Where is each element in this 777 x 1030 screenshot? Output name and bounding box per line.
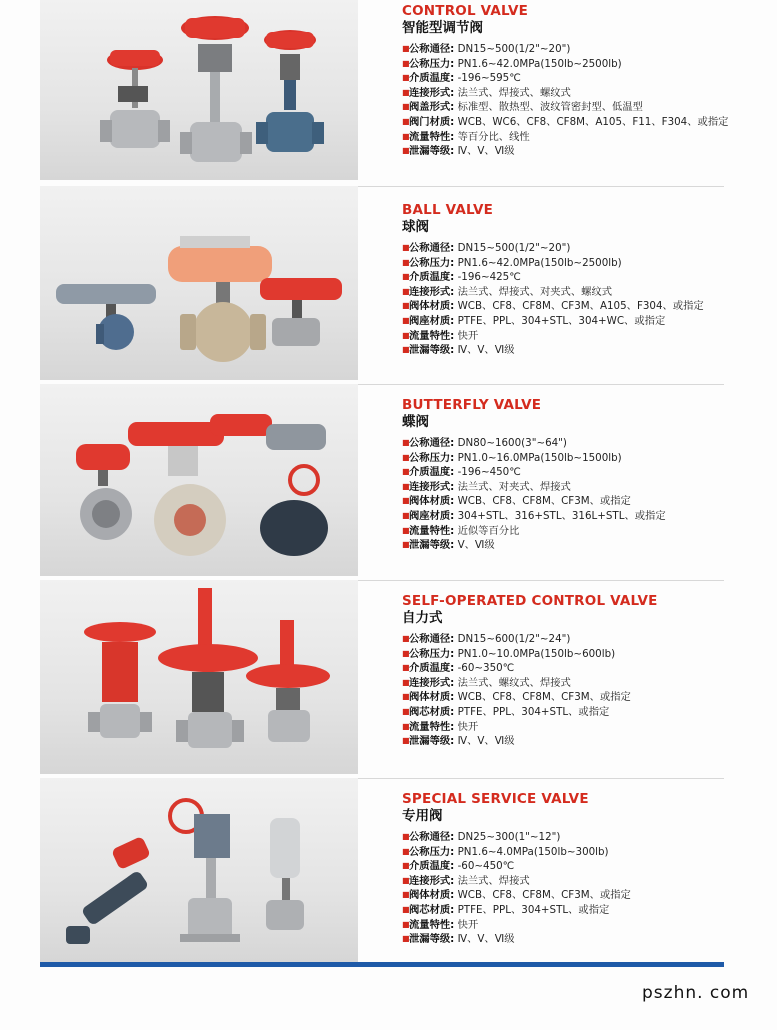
- spec-item: ■公称通径: DN15~600(1/2"~24"): [402, 633, 571, 645]
- spec-item: ■公称压力: PN1.0~10.0MPa(150lb~600lb): [402, 647, 616, 660]
- butterfly-valve-text: [402, 397, 724, 553]
- section-title-cn: 蝶阀: [402, 414, 429, 430]
- spec-item: ■连接形式: 法兰式、焊接式、螺纹式: [402, 86, 571, 99]
- ball-valve-photo: [40, 186, 358, 380]
- spec-item: ■公称通径: DN80~1600(3"~64"): [402, 437, 567, 449]
- section-control-valve: [40, 0, 729, 180]
- spec-item: ■公称压力: PN1.6~4.0MPa(150lb~300lb): [402, 845, 609, 858]
- divider: [358, 778, 724, 779]
- spec-item: ■连接形式: 法兰式、对夹式、焊接式: [402, 480, 571, 493]
- divider: [358, 580, 724, 581]
- spec-item: ■流量特性: 等百分比、线性: [402, 130, 530, 143]
- spec-item: ■介质温度: -196~595℃: [402, 72, 521, 85]
- section-ball-valve: [40, 186, 724, 380]
- spec-list: [402, 436, 724, 553]
- spec-item: ■介质温度: -60~350℃: [402, 662, 515, 675]
- spec-item: ■阀座材质: 304+STL、316+STL、316L+STL、或指定: [402, 509, 666, 522]
- spec-item: ■阀座材质: PTFE、PPL、304+STL、304+WC、或指定: [402, 314, 666, 327]
- spec-list: [402, 632, 724, 749]
- spec-item: ■流量特性: 近似等百分比: [402, 524, 520, 537]
- spec-item: ■泄漏等级: Ⅴ、Ⅵ级: [402, 539, 495, 552]
- section-title-en: BALL VALVE: [402, 202, 494, 218]
- divider: [358, 384, 724, 385]
- spec-list: [402, 830, 724, 947]
- section-title-en: BUTTERFLY VALVE: [402, 397, 542, 413]
- section-butterfly-valve: [40, 384, 724, 576]
- spec-item: ■泄漏等级: Ⅳ、Ⅴ、Ⅵ级: [402, 735, 515, 748]
- spec-item: ■泄漏等级: Ⅳ、Ⅴ、Ⅵ级: [402, 933, 515, 946]
- special-service-valve-photo: [40, 778, 358, 962]
- site-watermark: pszhn. com: [642, 983, 750, 1003]
- spec-item: ■阀芯材质: PTFE、PPL、304+STL、或指定: [402, 903, 610, 916]
- spec-item: ■公称压力: PN1.6~42.0MPa(150lb~2500lb): [402, 256, 622, 269]
- spec-list: [402, 42, 729, 159]
- spec-item: ■流量特性: 快开: [402, 720, 479, 733]
- spec-item: ■连接形式: 法兰式、焊接式: [402, 874, 530, 887]
- section-title-cn: 自力式: [402, 610, 443, 626]
- spec-item: ■泄漏等级: Ⅳ、Ⅴ、Ⅵ级: [402, 145, 515, 158]
- section-title-cn: 专用阀: [402, 808, 443, 824]
- spec-item: ■阀体材质: WCB、CF8、CF8M、CF3M、A105、F304、或指定: [402, 300, 704, 313]
- footer-bar: [40, 962, 724, 967]
- butterfly-valve-photo: [40, 384, 358, 576]
- spec-item: ■流量特性: 快开: [402, 918, 479, 931]
- section-self-operated-valve: [40, 580, 724, 774]
- divider: [358, 186, 724, 187]
- section-title-en: SPECIAL SERVICE VALVE: [402, 791, 589, 807]
- special-service-valve-text: [402, 791, 724, 947]
- self-operated-valve-text: [402, 593, 724, 749]
- section-title-en: CONTROL VALVE: [402, 3, 529, 19]
- spec-item: ■阀门材质: WCB、WC6、CF8、CF8M、A105、F11、F304、或指定: [402, 115, 729, 128]
- spec-item: ■公称压力: PN1.0~16.0MPa(150lb~1500lb): [402, 451, 622, 464]
- spec-item: ■阀体材质: WCB、CF8、CF8M、CF3M、或指定: [402, 691, 631, 704]
- spec-item: ■连接形式: 法兰式、焊接式、对夹式、螺纹式: [402, 285, 613, 298]
- section-special-service-valve: [40, 778, 724, 962]
- section-title-cn: 智能型调节阀: [402, 20, 483, 36]
- spec-item: ■阀体材质: WCB、CF8、CF8M、CF3M、或指定: [402, 495, 631, 508]
- control-valve-text: [402, 3, 729, 159]
- spec-item: ■公称通径: DN15~500(1/2"~20"): [402, 242, 571, 254]
- spec-item: ■介质温度: -196~425℃: [402, 271, 521, 284]
- spec-item: ■公称通径: DN25~300(1"~12"): [402, 831, 561, 843]
- spec-item: ■阀盖形式: 标准型、散热型、波纹管密封型、低温型: [402, 101, 643, 114]
- spec-item: ■介质温度: -60~450℃: [402, 860, 515, 873]
- spec-item: ■泄漏等级: Ⅳ、Ⅴ、Ⅵ级: [402, 344, 515, 357]
- ball-valve-text: [402, 202, 724, 358]
- section-title-cn: 球阀: [402, 219, 429, 235]
- spec-list: [402, 241, 724, 358]
- spec-item: ■公称压力: PN1.6~42.0MPa(150lb~2500lb): [402, 57, 622, 70]
- spec-item: ■介质温度: -196~450℃: [402, 466, 521, 479]
- control-valve-photo: [40, 0, 358, 180]
- spec-item: ■阀芯材质: PTFE、PPL、304+STL、或指定: [402, 705, 610, 718]
- spec-item: ■流量特性: 快开: [402, 329, 479, 342]
- spec-item: ■连接形式: 法兰式、螺纹式、焊接式: [402, 676, 571, 689]
- self-operated-valve-photo: [40, 580, 358, 774]
- spec-item: ■阀体材质: WCB、CF8、CF8M、CF3M、或指定: [402, 889, 631, 902]
- spec-item: ■公称通径: DN15~500(1/2"~20"): [402, 43, 571, 55]
- section-title-en: SELF-OPERATED CONTROL VALVE: [402, 593, 658, 609]
